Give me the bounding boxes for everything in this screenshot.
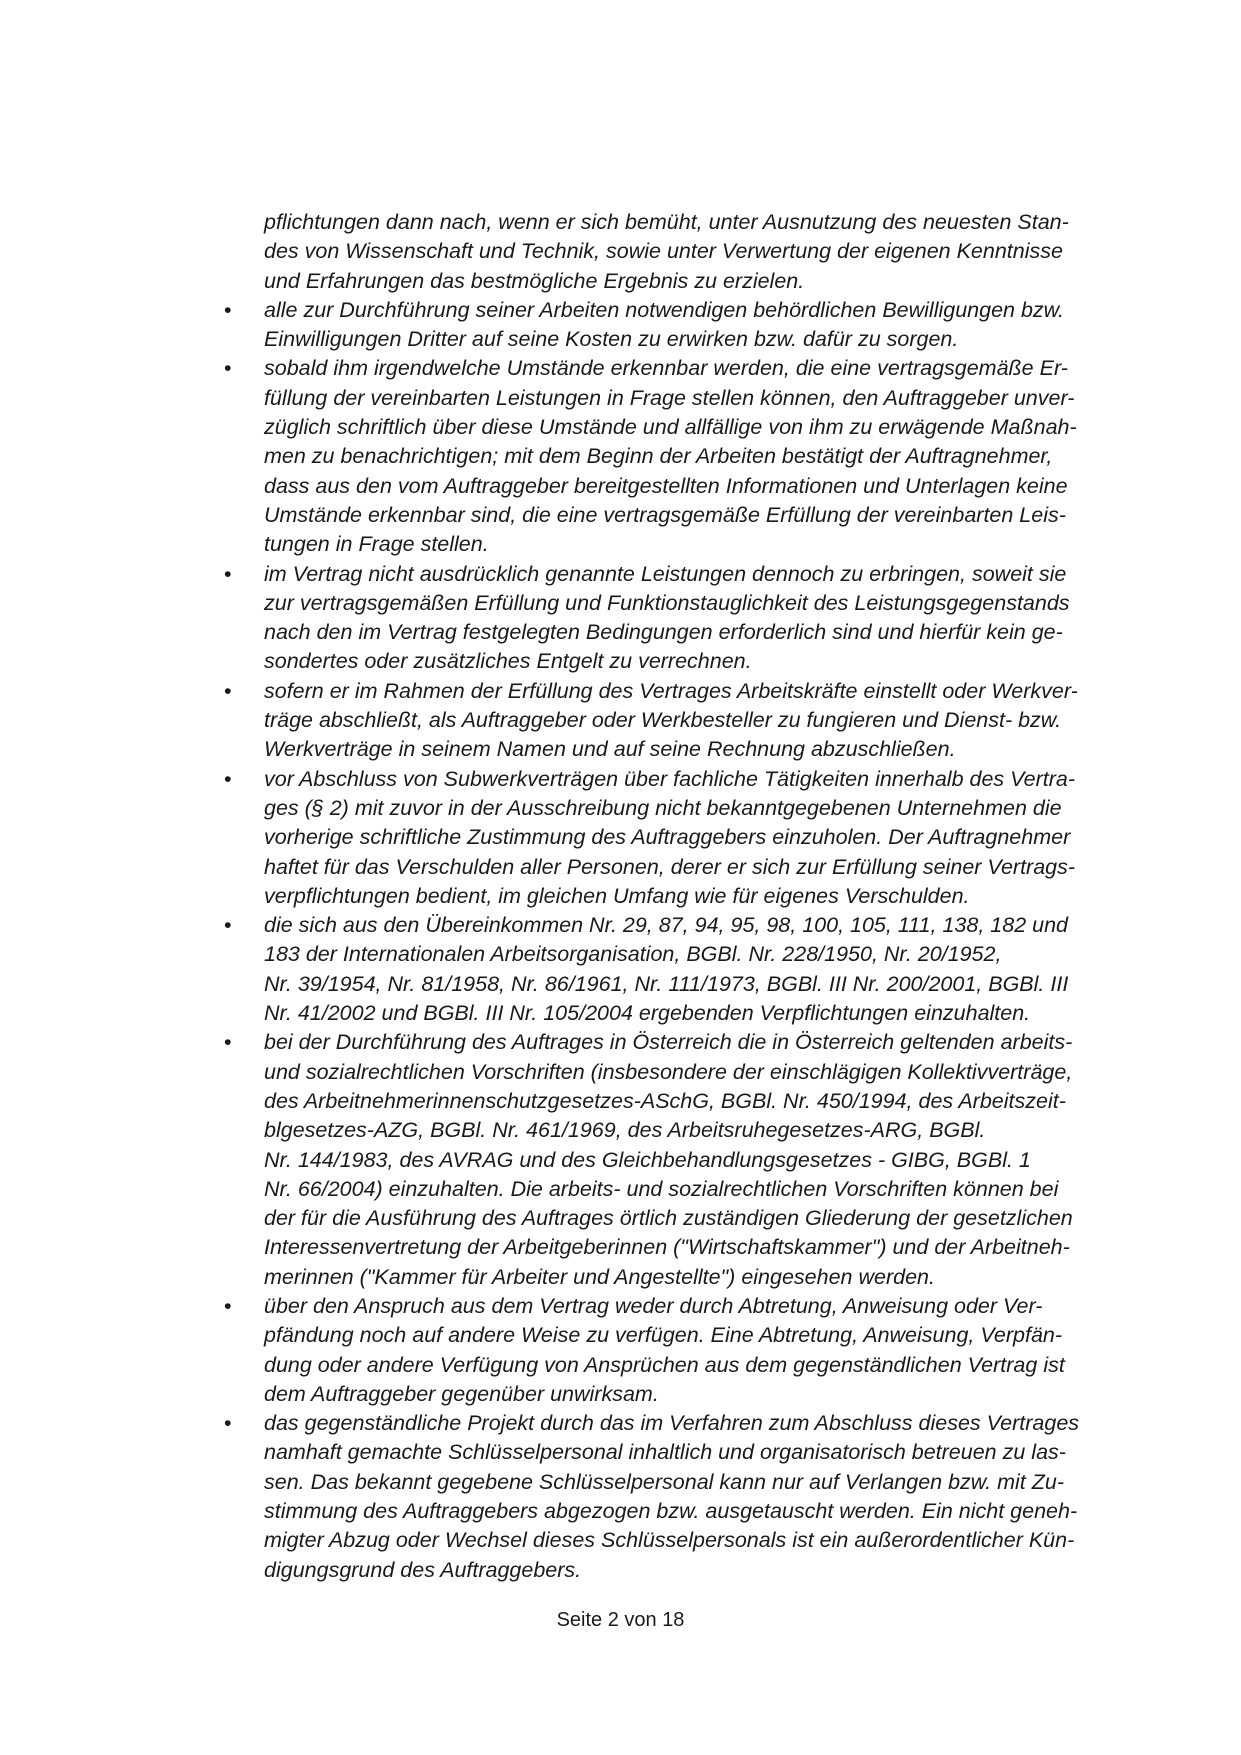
list-item: [224, 354, 1144, 559]
text-line: Nr. 39/1954, Nr. 81/1958, Nr. 86/1961, Nr. 111/1973, BGBl. III Nr. 200/2001, BGBl. III: [264, 971, 1069, 996]
text-line: digungsgrund des Auftraggebers.: [264, 1557, 582, 1582]
document-body: [224, 208, 1144, 1585]
page-number-footer: Seite 2 von 18: [556, 1609, 685, 1631]
list-item: [224, 1028, 1144, 1292]
text-line: alle zur Durchführung seiner Arbeiten notwendigen behördlichen Bewilligungen bzw.: [264, 297, 1064, 322]
text-line: dem Auftraggeber gegenüber unwirksam.: [264, 1381, 659, 1406]
text-line: der für die Ausführung des Auftrages örtlich zuständigen Gliederung der gesetzlichen: [264, 1206, 1073, 1231]
text-line: migter Abzug oder Wechsel dieses Schlüsselpersonals ist ein außerordentlicher Kün-: [264, 1528, 1075, 1553]
text-line: dass aus den vom Auftraggeber bereitgestellten Informationen und Unterlagen keine: [264, 473, 1068, 498]
text-line: 183 der Internationalen Arbeitsorganisation, BGBl. Nr. 228/1950, Nr. 20/1952,: [264, 942, 1002, 967]
text-line: stimmung des Auftraggebers abgezogen bzw. ausgetauscht werden. Ein nicht geneh-: [264, 1499, 1078, 1524]
list-item: [224, 560, 1144, 677]
text-line: im Vertrag nicht ausdrücklich genannte Leistungen dennoch zu erbringen, soweit sie: [264, 561, 1067, 586]
text-line: sen. Das bekannt gegebene Schlüsselpersonal kann nur auf Verlangen bzw. mit Zu-: [264, 1469, 1064, 1494]
bullet-icon: •: [224, 1411, 232, 1436]
text-line: ges (§ 2) mit zuvor in der Ausschreibung nicht bekanntgegebenen Unternehmen die: [264, 795, 1062, 820]
text-line: tungen in Frage stellen.: [264, 532, 489, 557]
text-line: dung oder andere Verfügung von Ansprüchen aus dem gegenständlichen Vertrag ist: [264, 1352, 1065, 1377]
text-line: träge abschließt, als Auftraggeber oder Werkbesteller zu fungieren und Dienst- bzw.: [264, 708, 1062, 733]
bullet-icon: •: [224, 1030, 232, 1055]
text-line: Nr. 144/1983, des AVRAG und des Gleichbehandlungsgesetzes - GIBG, BGBl. 1: [264, 1147, 1031, 1172]
paragraph-continuation: [224, 208, 1144, 296]
text-line: das gegenständliche Projekt durch das im Verfahren zum Abschluss dieses Vertrages: [264, 1411, 1080, 1436]
text-line: und Erfahrungen das bestmögliche Ergebnis zu erzielen.: [264, 268, 805, 293]
text-line: blgesetzes-AZG, BGBl. Nr. 461/1969, des Arbeitsruhegesetzes-ARG, BGBl.: [264, 1118, 986, 1143]
list-item: [224, 1292, 1144, 1409]
text-line: Interessenvertretung der Arbeitgeberinnen ("Wirtschaftskammer") und der Arbeitneh-: [264, 1235, 1070, 1260]
text-line: zur vertragsgemäßen Erfüllung und Funktionstauglichkeit des Leistungsgegenstands: [264, 590, 1070, 615]
text-line: züglich schriftlich über diese Umstände und allfällige von ihm zu erwägende Maßnah-: [264, 415, 1077, 440]
text-line: des Arbeitnehmerinnenschutzgesetzes-ASchG, BGBl. Nr. 450/1994, des Arbeitszeit-: [264, 1088, 1066, 1113]
bullet-icon: •: [224, 1293, 232, 1318]
bullet-icon: •: [224, 913, 232, 938]
list-item: [224, 296, 1144, 355]
text-line: bei der Durchführung des Auftrages in Österreich die in Österreich geltenden arbeits-: [264, 1030, 1073, 1055]
text-line: Werkverträge in seinem Namen und auf seine Rechnung abzuschließen.: [264, 737, 956, 762]
list-item: [224, 1409, 1144, 1585]
text-line: Nr. 66/2004) einzuhalten. Die arbeits- und sozialrechtlichen Vorschriften können bei: [264, 1176, 1059, 1201]
text-line: namhaft gemachte Schlüsselpersonal inhaltlich und organisatorisch betreuen zu las-: [264, 1440, 1066, 1465]
bullet-icon: •: [224, 678, 232, 703]
text-line: füllung der vereinbarten Leistungen in Frage stellen können, den Auftraggeber unver-: [264, 385, 1075, 410]
text-line: vorherige schriftliche Zustimmung des Auftraggebers einzuholen. Der Auftragnehmer: [264, 825, 1071, 850]
text-line: sondertes oder zusätzliches Entgelt zu verrechnen.: [264, 649, 752, 674]
text-line: pfändung noch auf andere Weise zu verfügen. Eine Abtretung, Anweisung, Verpfän-: [264, 1323, 1063, 1348]
text-line: men zu benachrichtigen; mit dem Beginn der Arbeiten bestätigt der Auftragnehmer,: [264, 444, 1053, 469]
list-item: [224, 765, 1144, 911]
text-line: nach den im Vertrag festgelegten Bedingungen erforderlich sind und hierfür kein ge-: [264, 620, 1063, 645]
text-line: Nr. 41/2002 und BGBl. III Nr. 105/2004 ergebenden Verpflichtungen einzuhalten.: [264, 1001, 1031, 1026]
text-line: und sozialrechtlichen Vorschriften (insbesondere der einschlägigen Kollektivverträge,: [264, 1059, 1073, 1084]
bullet-icon: •: [224, 766, 232, 791]
text-line: die sich aus den Übereinkommen Nr. 29, 87, 94, 95, 98, 100, 105, 111, 138, 182 und: [264, 913, 1069, 938]
text-line: sofern er im Rahmen der Erfüllung des Vertrages Arbeitskräfte einstellt oder Werkver-: [264, 678, 1078, 703]
text-line: haftet für das Verschulden aller Personen, derer er sich zur Erfüllung seiner Vertrags-: [264, 854, 1076, 879]
text-line: merinnen ("Kammer für Arbeiter und Angestellte") eingesehen werden.: [264, 1264, 935, 1289]
text-line: sobald ihm irgendwelche Umstände erkennbar werden, die eine vertragsgemäße Er-: [264, 356, 1068, 381]
text-line: Umstände erkennbar sind, die eine vertragsgemäße Erfüllung der vereinbarten Leis-: [264, 502, 1066, 527]
bullet-icon: •: [224, 356, 232, 381]
text-line: vor Abschluss von Subwerkverträgen über fachliche Tätigkeiten innerhalb des Vertra-: [264, 766, 1076, 791]
text-line: über den Anspruch aus dem Vertrag weder durch Abtretung, Anweisung oder Ver-: [264, 1293, 1043, 1318]
text-line: des von Wissenschaft und Technik, sowie unter Verwertung der eigenen Kenntnisse: [264, 239, 1063, 264]
list-item: [224, 911, 1144, 1028]
text-line: Einwilligungen Dritter auf seine Kosten zu erwirken bzw. dafür zu sorgen.: [264, 327, 959, 352]
text-line: pflichtungen dann nach, wenn er sich bemüht, unter Ausnutzung des neuesten Stan-: [264, 210, 1069, 234]
text-line: verpflichtungen bedient, im gleichen Umfang wie für eigenes Verschulden.: [264, 883, 970, 908]
bullet-icon: •: [224, 297, 232, 322]
list-item: [224, 677, 1144, 765]
bullet-icon: •: [224, 561, 232, 586]
